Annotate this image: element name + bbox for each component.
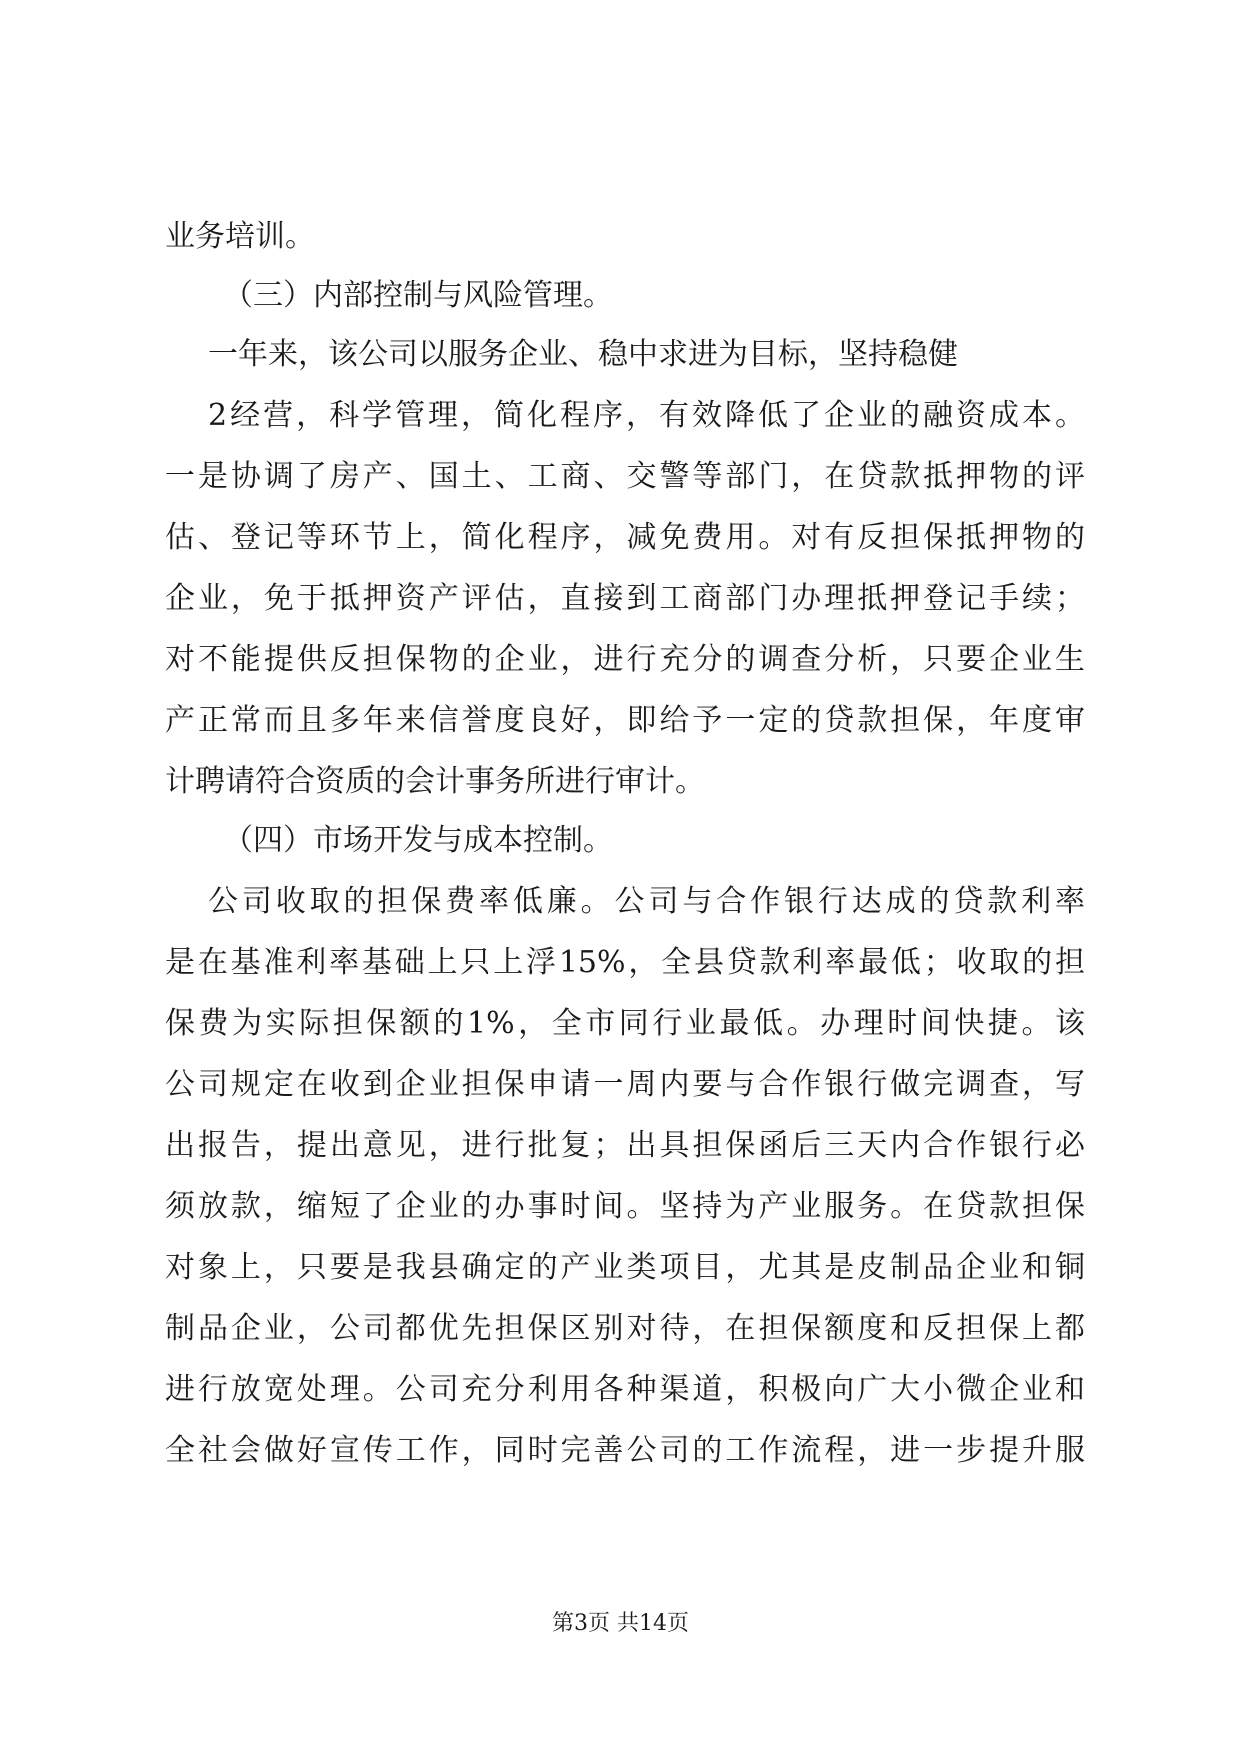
text-line: 对象上，只要是我县确定的产业类项目，尤其是皮制品企业和铜	[165, 1250, 1085, 1285]
text-line: 业务培训。	[165, 219, 315, 254]
text-line: 制品企业，公司都优先担保区别对待，在担保额度和反担保上都	[165, 1311, 1085, 1346]
text-line: 一年来，该公司以服务企业、稳中求进为目标，坚持稳健	[208, 337, 958, 372]
text-line: 计聘请符合资质的会计事务所进行审计。	[165, 764, 705, 799]
text-line: 全社会做好宣传工作，同时完善公司的工作流程，进一步提升服	[165, 1433, 1085, 1468]
text-line: 是在基准利率基础上只上浮15%，全县贷款利率最低；收取的担	[165, 945, 1085, 980]
text-line: 2经营，科学管理，简化程序，有效降低了企业的融资成本。	[208, 398, 1085, 433]
section-heading: （三）内部控制与风险管理。	[223, 278, 613, 313]
section-heading: （四）市场开发与成本控制。	[223, 823, 613, 858]
text-line: 产正常而且多年来信誉度良好，即给予一定的贷款担保，年度审	[165, 703, 1085, 738]
page-number-footer: 第3页 共14页	[552, 1611, 689, 1636]
text-line: 估、登记等环节上，简化程序，减免费用。对有反担保抵押物的	[165, 520, 1085, 555]
text-line: 一是协调了房产、国土、工商、交警等部门，在贷款抵押物的评	[165, 459, 1085, 494]
text-line: 须放款，缩短了企业的办事时间。坚持为产业服务。在贷款担保	[165, 1189, 1085, 1224]
text-line: 保费为实际担保额的1%，全市同行业最低。办理时间快捷。该	[165, 1006, 1085, 1041]
text-line: 对不能提供反担保物的企业，进行充分的调查分析，只要企业生	[165, 642, 1085, 677]
text-line: 进行放宽处理。公司充分利用各种渠道，积极向广大小微企业和	[165, 1372, 1085, 1407]
text-line: 企业，免于抵押资产评估，直接到工商部门办理抵押登记手续；	[165, 581, 1085, 616]
text-line: 公司规定在收到企业担保申请一周内要与合作银行做完调查，写	[165, 1067, 1085, 1102]
text-line: 出报告，提出意见，进行批复；出具担保函后三天内合作银行必	[165, 1128, 1085, 1163]
text-line: 公司收取的担保费率低廉。公司与合作银行达成的贷款利率	[208, 884, 1085, 919]
